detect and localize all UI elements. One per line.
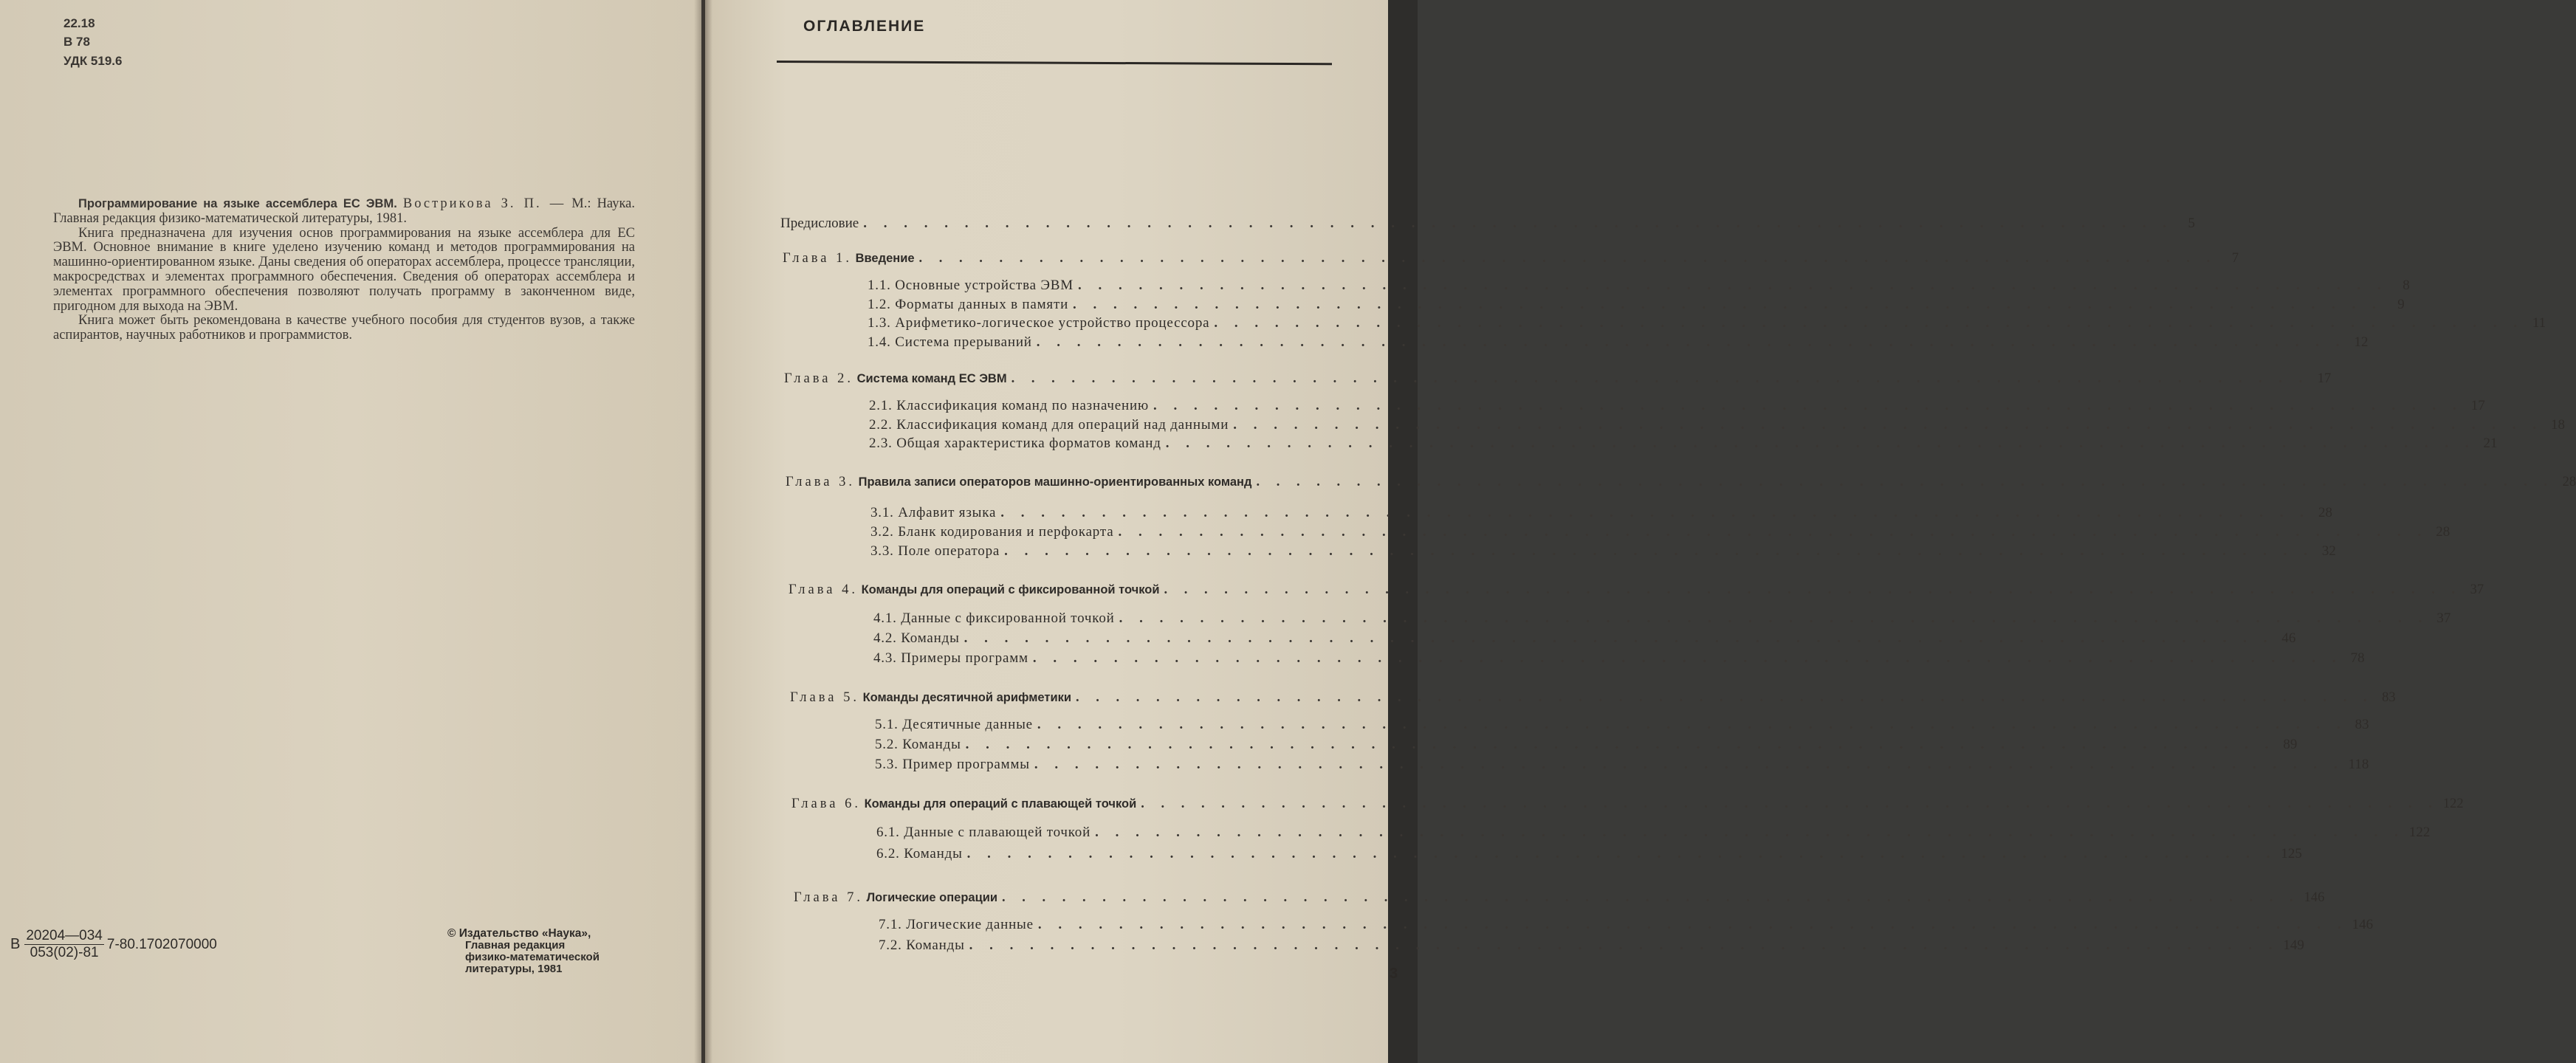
dot-leader: . . . . . . . . . . . . . . . . . . . . . . . . . . . . . . . . . . . . . . . . . . . . . . . . . . . . . . . . . . . . . . . . . — [1164, 582, 2462, 597]
section-title: 5.2. Команды — [875, 737, 961, 752]
section-title: 6.2. Команды — [876, 846, 963, 861]
dot-leader: . . . . . . . . . . . . . . . . . . . . . . . . . . . . . . . . . . . . . . . . . . . . . . . . . . . . . . . . . . . . . . . . . — [969, 938, 2279, 953]
toc-page-number: 37 — [2436, 610, 2451, 626]
toc-entry-section — [869, 417, 2565, 433]
publication-code-number: 7-80.1702070000 — [106, 936, 217, 952]
toc-entry-section-label — [876, 825, 1095, 841]
toc-entry-section — [876, 846, 2302, 862]
copyright-line: Главная редакция — [465, 939, 566, 952]
section-title: 1.3. Арифметико-логическое устройство процессора — [868, 315, 1210, 331]
dot-leader: . . . . . . . . . . . . . . . . . . . . . . . . . . . . . . . . . . . . . . . . . . . . . . . . . . . . . . . . . . . . . . . . . — [1037, 717, 2347, 732]
toc-entry-section — [869, 436, 2498, 452]
toc-page-number: 17 — [2470, 398, 2485, 413]
toc-entry-section — [868, 315, 2546, 331]
dot-leader: . . . . . . . . . . . . . . . . . . . . . . . . . . . . . . . . . . . . . . . . . . . . . . . . . . . . . . . . . . . . . . . . . — [965, 737, 2276, 752]
dot-leader: . . . . . . . . . . . . . . . . . . . . . . . . . . . . . . . . . . . . . . . . . . . . . . . . . . . . . . . . . . . . . . . . . — [1095, 825, 2405, 840]
toc-page-number: 11 — [2532, 315, 2546, 331]
dot-leader: . . . . . . . . . . . . . . . . . . . . . . . . . . . . . . . . . . . . . . . . . . . . . . . . . . . . . . . . . . . . . . . . . — [1256, 475, 2555, 489]
chapter-title: Команды для операций с фиксированной точкой — [861, 583, 1160, 596]
toc-page-number: 32 — [2321, 543, 2336, 559]
toc-entry-chapter — [791, 797, 2464, 812]
section-title: 2.3. Общая характеристика форматов команд — [869, 436, 1161, 451]
dot-leader: . . . . . . . . . . . . . . . . . . . . . . . . . . . . . . . . . . . . . . . . . . . . . . . . . . . . . . . . . . . . . . . . . — [863, 216, 2173, 231]
toc-page-number: 78 — [2350, 650, 2365, 666]
toc-page-number: 149 — [2283, 938, 2304, 953]
toc-entry-section — [879, 917, 2374, 933]
toc-page-number: 89 — [2283, 737, 2298, 752]
toc-entry-section — [875, 717, 2369, 733]
dot-leader: . . . . . . . . . . . . . . . . . . . . . . . . . . . . . . . . . . . . . . . . . . . . . . . . . . . . . . . . . . . . . . . . . — [964, 630, 2274, 646]
section-title: 2.1. Классификация команд по назначению — [869, 398, 1149, 413]
toc-page-number: 9 — [2397, 297, 2405, 312]
dot-leader: . . . . . . . . . . . . . . . . . . . . . . . . . . . . . . . . . . . . . . . . . . . . . . . . . . . . . . . . . . . . . . . . . — [918, 251, 2217, 266]
section-title: 7.2. Команды — [879, 938, 965, 953]
section-title: 2.2. Классификация команд для операций над данными — [869, 417, 1229, 433]
toc-entry-section-label — [868, 278, 1078, 294]
book-recommendation: Книга может быть рекомендована в качестве учебного пособия для студентов вузов, а также аспирантов, научных работников и программистов. — [53, 313, 635, 343]
section-title: 4.1. Данные с фиксированной точкой — [873, 610, 1115, 626]
toc-entry-section-label — [869, 398, 1153, 414]
toc-page-number: 46 — [2281, 630, 2296, 646]
book-title: Программирование на языке ассемблера ЕС ЭВМ. — [78, 197, 397, 210]
toc-page-number: 28 — [2562, 475, 2576, 489]
chapter-prefix: Глава 3. — [786, 475, 855, 489]
toc-heading: ОГЛАВЛЕНИЕ — [803, 18, 926, 35]
toc-entry-section — [873, 610, 2451, 627]
chapter-title: Введение — [855, 252, 915, 265]
copyright-line: литературы, 1981 — [465, 963, 563, 975]
toc-page-number: 7 — [2231, 251, 2239, 266]
toc-entry-chapter-label — [790, 690, 1076, 706]
toc-entry-section — [870, 505, 2332, 521]
toc-entry-section — [870, 524, 2450, 540]
toc-preface-title: Предисловие — [780, 216, 859, 231]
toc-entry-section — [873, 630, 2296, 647]
page-number: 3 — [1390, 966, 1398, 982]
toc-page-number: 28 — [2436, 524, 2450, 540]
toc-entry-section-label — [875, 717, 1037, 733]
dot-leader: . . . . . . . . . . . . . . . . . . . . . . . . . . . . . . . . . . . . . . . . . . . . . . . . . . . . . . . . . . . . . . . . . — [1165, 436, 2476, 451]
chapter-title: Правила записи операторов машинно-ориентированных команд — [858, 475, 1252, 489]
section-title: 1.1. Основные устройства ЭВМ — [868, 278, 1074, 293]
section-title: 4.2. Команды — [873, 630, 960, 646]
toc-entry-section — [875, 737, 2298, 753]
toc-page-number: 122 — [2442, 797, 2464, 811]
toc-entry-section-label — [876, 846, 967, 862]
dot-leader: . . . . . . . . . . . . . . . . . . . . . . . . . . . . . . . . . . . . . . . . . . . . . . . . . . . . . . . . . . . . . . . . . — [1119, 610, 2429, 626]
toc-entry-section — [868, 278, 2410, 294]
section-title: 6.1. Данные с плавающей точкой — [876, 825, 1091, 840]
toc-entry-preface — [780, 216, 2195, 232]
toc-entry-section — [876, 825, 2431, 841]
toc-entry-chapter-label — [794, 890, 1002, 906]
toc-entry-section-label — [868, 297, 1073, 313]
chapter-title: Система команд ЕС ЭВМ — [856, 372, 1007, 385]
section-title: 3.3. Поле оператора — [870, 543, 1000, 559]
book-imprint: М.: Наука. Главная редакция физико-математической литературы, 1981. — [53, 196, 635, 226]
dot-leader: . . . . . . . . . . . . . . . . . . . . . . . . . . . . . . . . . . . . . . . . . . . . . . . . . . . . . . . . . . . . . . . . . — [1141, 797, 2439, 811]
publication-code-denominator: 053(02)-81 — [30, 945, 99, 960]
dot-leader: . . . . . . . . . . . . . . . . . . . . . . . . . . . . . . . . . . . . . . . . . . . . . . . . . . . . . . . . . . . . . . . . . — [1076, 690, 2374, 705]
section-title: 5.1. Десятичные данные — [875, 717, 1033, 732]
chapter-prefix: Глава 1. — [783, 251, 852, 266]
toc-entry-section — [870, 543, 2336, 560]
toc-entry-section-label — [869, 417, 1233, 433]
toc-entry-chapter — [784, 371, 2332, 387]
dot-leader: . . . . . . . . . . . . . . . . . . . . . . . . . . . . . . . . . . . . . . . . . . . . . . . . . . . . . . . . . . . . . . . . . — [1004, 543, 2314, 559]
toc-entry-section-label — [868, 315, 1214, 331]
toc-entry-section-label — [879, 938, 969, 954]
toc-entry-chapter-label — [783, 251, 919, 266]
publication-code-numerator: 20204—034 — [26, 928, 103, 943]
section-title: 3.2. Бланк кодирования и перфокарта — [870, 524, 1114, 540]
toc-entry-section-label — [873, 630, 964, 647]
toc-page-number: 28 — [2318, 505, 2332, 520]
section-title: 7.1. Логические данные — [879, 917, 1034, 932]
toc-entry-chapter-label — [784, 371, 1011, 387]
toc-entry-chapter — [790, 690, 2396, 706]
chapter-title: Логические операции — [866, 891, 998, 904]
toc-entry-preface-label — [780, 216, 863, 232]
toc-entry-section-label — [870, 524, 1118, 540]
toc-page-number: 83 — [2355, 717, 2369, 732]
toc-page-number: 83 — [2382, 690, 2396, 705]
chapter-prefix: Глава 5. — [790, 690, 859, 705]
dot-leader: . . . . . . . . . . . . . . . . . . . . . . . . . . . . . . . . . . . . . . . . . . . . . . . . . . . . . . . . . . . . . . . . . — [1153, 398, 2463, 413]
toc-page-number: 118 — [2348, 757, 2369, 772]
toc-entry-section — [869, 398, 2485, 414]
book-description: Книга предназначена для изучения основ программирования на языке ассемблера для ЕС ЭВМ. Основное внимание в книге уделено изучению команд и методов программирования на машинно-ориентированном языке. Даны сведения об операторах ассемблера, процессе трансляции, макросредствах и элементах программного обеспечения. Сведения об операторах ассемблера и элементах программного обеспечения позволяют получать программу в законченном виде, пригодном для выхода на ЭВМ. — [53, 225, 635, 314]
dot-leader: . . . . . . . . . . . . . . . . . . . . . . . . . . . . . . . . . . . . . . . . . . . . . . . . . . . . . . . . . . . . . . . . . — [1036, 334, 2346, 350]
chapter-prefix: Глава 6. — [791, 797, 861, 811]
toc-page-number: 21 — [2483, 436, 2498, 451]
toc-entry-chapter-label — [789, 582, 1164, 598]
toc-page-number: 37 — [2470, 582, 2484, 597]
toc-entry-chapter — [789, 582, 2484, 598]
toc-entry-section — [875, 757, 2369, 773]
toc-entry-section-label — [875, 737, 966, 753]
toc-entry-section — [868, 334, 2369, 351]
chapter-prefix: Глава 4. — [789, 582, 858, 597]
dot-leader: . . . . . . . . . . . . . . . . . . . . . . . . . . . . . . . . . . . . . . . . . . . . . . . . . . . . . . . . . . . . . . . . . — [1073, 297, 2383, 312]
chapter-prefix: Глава 2. — [784, 371, 853, 386]
copyright-line: физико-математической — [465, 951, 600, 963]
author-mark: В 78 — [63, 35, 90, 49]
toc-entry-section-label — [870, 543, 1004, 560]
section-title: 1.2. Форматы данных в памяти — [868, 297, 1069, 312]
toc-page-number: 125 — [2281, 846, 2302, 861]
toc-entry-section-label — [873, 650, 1033, 667]
toc-page-number: 8 — [2402, 278, 2410, 293]
dot-leader: . . . . . . . . . . . . . . . . . . . . . . . . . . . . . . . . . . . . . . . . . . . . . . . . . . . . . . . . . . . . . . . . . — [1000, 505, 2310, 520]
toc-entry-section — [868, 297, 2405, 313]
toc-page-number: 122 — [2408, 825, 2431, 840]
dot-leader: . . . . . . . . . . . . . . . . . . . . . . . . . . . . . . . . . . . . . . . . . . . . . . . . . . . . . . . . . . . . . . . . . — [966, 846, 2277, 861]
toc-page-number: 5 — [2188, 216, 2195, 231]
udc-code: УДК 519.6 — [63, 54, 123, 68]
toc-entry-section-label — [870, 505, 1000, 521]
dot-leader: . . . . . . . . . . . . . . . . . . . . . . . . . . . . . . . . . . . . . . . . . . . . . . . . . . . . . . . . . . . . . . . . . — [1233, 417, 2543, 433]
book-author: Вострикова З. П. — — [402, 196, 566, 211]
section-title: 5.3. Пример программы — [875, 757, 1030, 772]
toc-entry-chapter-label — [786, 475, 1257, 490]
toc-entry-section — [873, 650, 2365, 667]
dot-leader: . . . . . . . . . . . . . . . . . . . . . . . . . . . . . . . . . . . . . . . . . . . . . . . . . . . . . . . . . . . . . . . . . — [1118, 524, 2428, 540]
chapter-title: Команды десятичной арифметики — [862, 691, 1072, 704]
toc-entry-section-label — [873, 610, 1119, 627]
toc-page-number: 146 — [2352, 917, 2374, 932]
section-title: 4.3. Примеры программ — [873, 650, 1028, 666]
toc-page-number: 146 — [2304, 890, 2325, 905]
toc-page-number: 17 — [2317, 371, 2332, 386]
toc-entry-section-label — [879, 917, 1038, 933]
toc-page-number: 12 — [2354, 334, 2369, 350]
section-title: 1.4. Система прерываний — [868, 334, 1032, 350]
copyright-line: © Издательство «Наука», — [447, 927, 591, 940]
toc-entry-chapter-label — [791, 797, 1141, 812]
chapter-title: Команды для операций с плавающей точкой — [864, 797, 1137, 811]
dot-leader: . . . . . . . . . . . . . . . . . . . . . . . . . . . . . . . . . . . . . . . . . . . . . . . . . . . . . . . . . . . . . . . . . — [1214, 315, 2524, 331]
bbk-index: 22.18 — [63, 16, 95, 30]
toc-entry-section-label — [875, 757, 1034, 773]
toc-entry-section — [879, 938, 2304, 954]
dot-leader: . . . . . . . . . . . . . . . . . . . . . . . . . . . . . . . . . . . . . . . . . . . . . . . . . . . . . . . . . . . . . . . . . — [1037, 917, 2348, 932]
publication-code-lead: В — [10, 936, 21, 952]
toc-entry-chapter — [786, 475, 2576, 490]
section-title: 3.1. Алфавит языка — [870, 505, 997, 520]
dot-leader: . . . . . . . . . . . . . . . . . . . . . . . . . . . . . . . . . . . . . . . . . . . . . . . . . . . . . . . . . . . . . . . . . — [1002, 890, 2300, 905]
toc-entry-section-label — [869, 436, 1166, 452]
dot-leader: . . . . . . . . . . . . . . . . . . . . . . . . . . . . . . . . . . . . . . . . . . . . . . . . . . . . . . . . . . . . . . . . . — [1011, 371, 2309, 386]
toc-entry-chapter — [783, 251, 2239, 266]
toc-entry-chapter — [794, 890, 2325, 906]
chapter-prefix: Глава 7. — [794, 890, 863, 905]
toc-page-number: 18 — [2550, 417, 2565, 433]
dot-leader: . . . . . . . . . . . . . . . . . . . . . . . . . . . . . . . . . . . . . . . . . . . . . . . . . . . . . . . . . . . . . . . . . — [1032, 650, 2343, 666]
dot-leader: . . . . . . . . . . . . . . . . . . . . . . . . . . . . . . . . . . . . . . . . . . . . . . . . . . . . . . . . . . . . . . . . . — [1077, 278, 2388, 293]
toc-entry-section-label — [868, 334, 1037, 351]
dot-leader: . . . . . . . . . . . . . . . . . . . . . . . . . . . . . . . . . . . . . . . . . . . . . . . . . . . . . . . . . . . . . . . . . — [1034, 757, 2344, 772]
